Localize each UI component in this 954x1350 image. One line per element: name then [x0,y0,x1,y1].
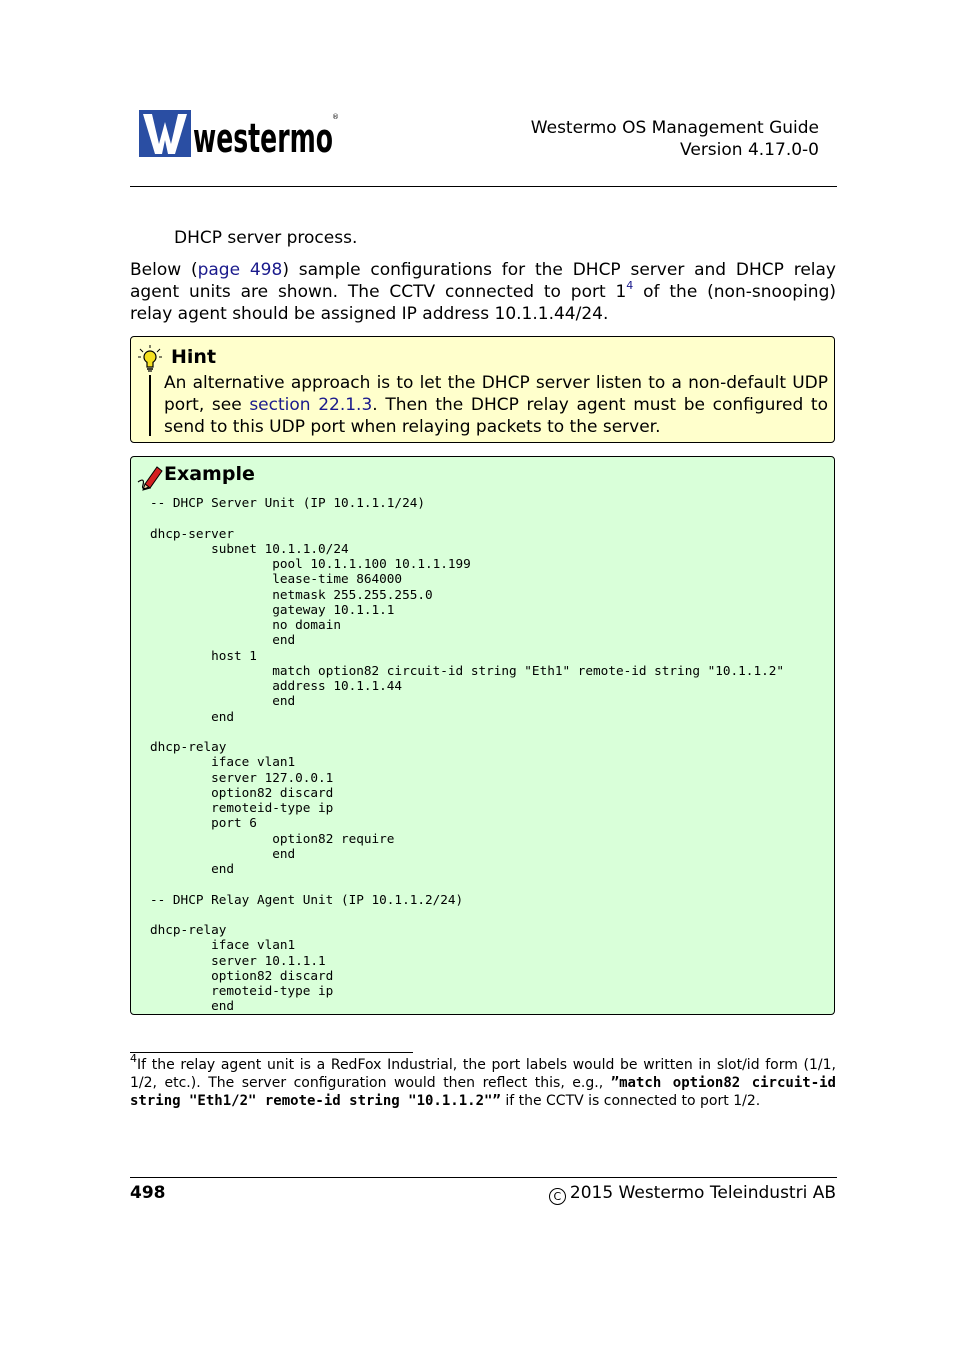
copyright-symbol: C [549,1188,566,1205]
hint-bar [149,375,151,436]
hint-line: port, see section 22.1.3. Then the DHCP relay agent must be configured to [164,395,829,415]
section-link[interactable]: section 22.1.3 [249,395,373,415]
paragraph-line: agent units are shown. The CCTV connected to port 1$^4$ of the (non-snooping) [130,279,836,302]
paragraph-line: relay agent should be assigned IP address 10.1.1.44/24. [130,304,609,324]
footnote-line: 1/2, etc.). The server configuration would then reflect this, e.g., ”match option82 circuit-id [130,1075,836,1091]
paragraph-intro: DHCP server process. [174,228,358,248]
paragraph-configurations [130,259,836,325]
svg-text:®: ® [332,113,339,121]
footnote-rule [130,1052,413,1053]
paragraph-line: Below (page 498) sample configurations for the DHCP server and DHCP relay [130,260,836,280]
footnote-ref-link[interactable]: 4 [626,279,634,293]
hint-line: An alternative approach is to let the DHCP server listen to a non-default UDP [164,373,828,393]
pencil-icon [137,463,163,491]
header-rule [130,186,837,187]
hint-text [164,372,828,438]
footnote-code: ”match option82 circuit-id [610,1075,836,1091]
page-link[interactable]: page 498 [197,260,283,280]
footnote [130,1052,836,1110]
hint-line: send to this UDP port when relaying packets to the server. [164,417,661,437]
footnote-line: string "Eth1/2" remote-id string "10.1.1.2"” if the CCTV is connected to port 1/2. [130,1093,761,1109]
footnote-mark: 4 [130,1052,137,1066]
westermo-logo [139,110,339,158]
document-title: Westermo OS Management Guide [530,118,819,138]
copyright-notice [549,1183,836,1205]
example-title: Example [164,463,255,485]
logo-wordmark: westermo [193,116,333,158]
code-block: -- DHCP Server Unit (IP 10.1.1.1/24) dhcp-server subnet 10.1.1.0/24 pool 10.1.1.100 10.1.1.199 lease-time 864000 netmask 255.255.255.0 gateway 10.1.1.1 no domain end host 1 match option82 circuit-id string "Eth1" remote-id string "10.1.1.2" address 10.1.1.44 end end dhcp-relay iface vlan1 server 127.0.0.1 option82 discard remoteid-type ip port 6 option82 require end end -- DHCP Relay Agent Unit (IP 10.1.1.2/24) dhcp-relay iface vlan1 server 10.1.1.1 option82 discard remoteid-type ip end [150,495,784,1014]
page-number: 498 [130,1183,166,1203]
footnote-line: $^4$If the relay agent unit is a RedFox Industrial, the port labels would be written in slot/id form (1/1, [130,1052,836,1073]
document-version: Version 4.17.0-0 [680,140,819,160]
footer-rule [130,1177,837,1178]
footnote-code: string "Eth1/2" remote-id string "10.1.1.2"” [130,1093,501,1109]
lightbulb-icon [137,344,163,372]
hint-title: Hint [171,346,217,368]
copyright-text: 2015 Westermo Teleindustri AB [569,1183,836,1203]
